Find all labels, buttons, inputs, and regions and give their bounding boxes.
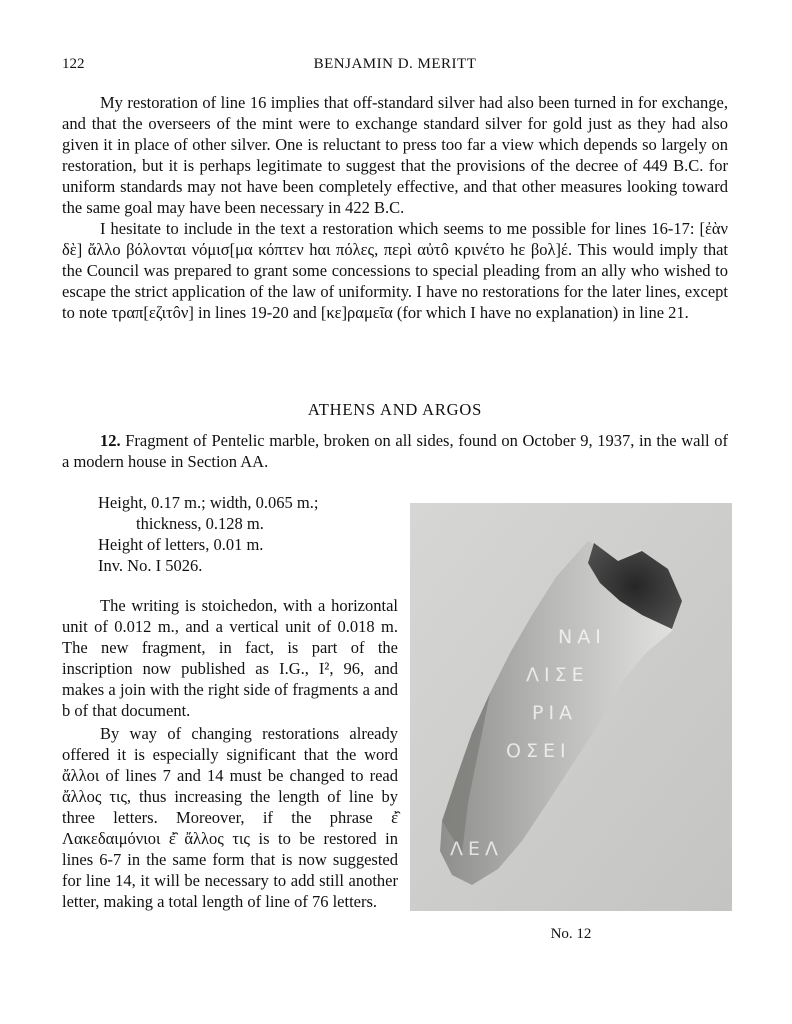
dimensions-line: thickness, 0.128 m. bbox=[136, 514, 264, 533]
entry-number: 12. bbox=[100, 431, 121, 450]
paragraph-restoration-lines-16-17: I hesitate to include in the text a restoration which seems to me possible for lines 16-17: [ἐὰν δὲ] ἄλλο βόλονται νόμισ[μα κόπτεν hαι πόλες, περὶ αὐτô κρινέτο hε βολ]έ. This would imply that the Council was prepared to grant some concessions to special pleading from an ally who wished to escape the strict application of the law of uniformity. I have no restorations for the later lines, except to note τραπ[εζιτôν] in lines 19-20 and [κε]ραμεῖα (for which I have no explanation) in line 21. bbox=[62, 219, 728, 322]
dimensions-line: Height of letters, 0.01 m. bbox=[98, 535, 264, 554]
fragment-photograph bbox=[410, 503, 732, 911]
entry-description bbox=[62, 430, 728, 472]
paragraph-stoichedon: The writing is stoichedon, with a horizontal unit of 0.012 m., and a vertical unit of 0.018 m. The new fragment, in fact, is part of the inscription now published as I.G., I², 96, and makes a join with the right side of fragments a and b of that document. bbox=[62, 596, 398, 720]
page-number: 122 bbox=[62, 56, 85, 72]
paragraph-changing-restorations: By way of changing restorations already offered it is especially significant that the word ἄλλοι of lines 7 and 14 must be changed to read ἄλλος τις, thus increasing the length of line by three letters. Moreover, if the phrase ἐ̑ Λακεδαιμόνιοι ἐ̑ ἄλλος τις is to be restored in lines 6-7 in the same form that is now suggested for line 14, it will be necessary to add still another letter, making a total length of line of 76 letters. bbox=[62, 724, 398, 911]
paragraph-restoration-line-16: My restoration of line 16 implies that off-standard silver had also been turned in for exchange, and that the overseers of the mint were to exchange standard silver for gold just as they had also given it in place of other silver. One is reluctant to press too far a view which depends so largely on restoration, but it is perhaps legitimate to suggest that the provisions of the decree of 449 B.C. for uniform standards may not have been completely effective, and that other measures looking toward the same goal may have been necessary in 422 B.C. bbox=[62, 93, 728, 217]
top-text-block bbox=[62, 92, 728, 323]
running-head: BENJAMIN D. MERITT bbox=[313, 56, 477, 72]
inscription-line: ΡΙΑ bbox=[532, 702, 578, 724]
inscription-line: ΝΑΙ bbox=[558, 626, 606, 648]
entry-paragraph bbox=[62, 430, 728, 472]
inscription-line: ΛΕΛ bbox=[450, 838, 503, 860]
marble-fragment-image bbox=[410, 503, 732, 911]
inscription-line: ΛΙΣΕ bbox=[526, 664, 589, 686]
dimensions-line: Inv. No. I 5026. bbox=[98, 556, 203, 575]
dimensions-line: Height, 0.17 m.; width, 0.065 m.; bbox=[98, 493, 319, 512]
figure-caption: No. 12 bbox=[550, 926, 592, 942]
left-column-text bbox=[62, 595, 398, 912]
dimensions-block bbox=[98, 492, 318, 576]
page-header bbox=[62, 56, 728, 76]
entry-text: Fragment of Pentelic marble, broken on all sides, found on October 9, 1937, in the wall of a modern house in Section AA. bbox=[62, 431, 728, 471]
inscription-line: ΟΣΕΙ bbox=[506, 740, 571, 762]
section-heading: ATHENS AND ARGOS bbox=[307, 400, 483, 419]
